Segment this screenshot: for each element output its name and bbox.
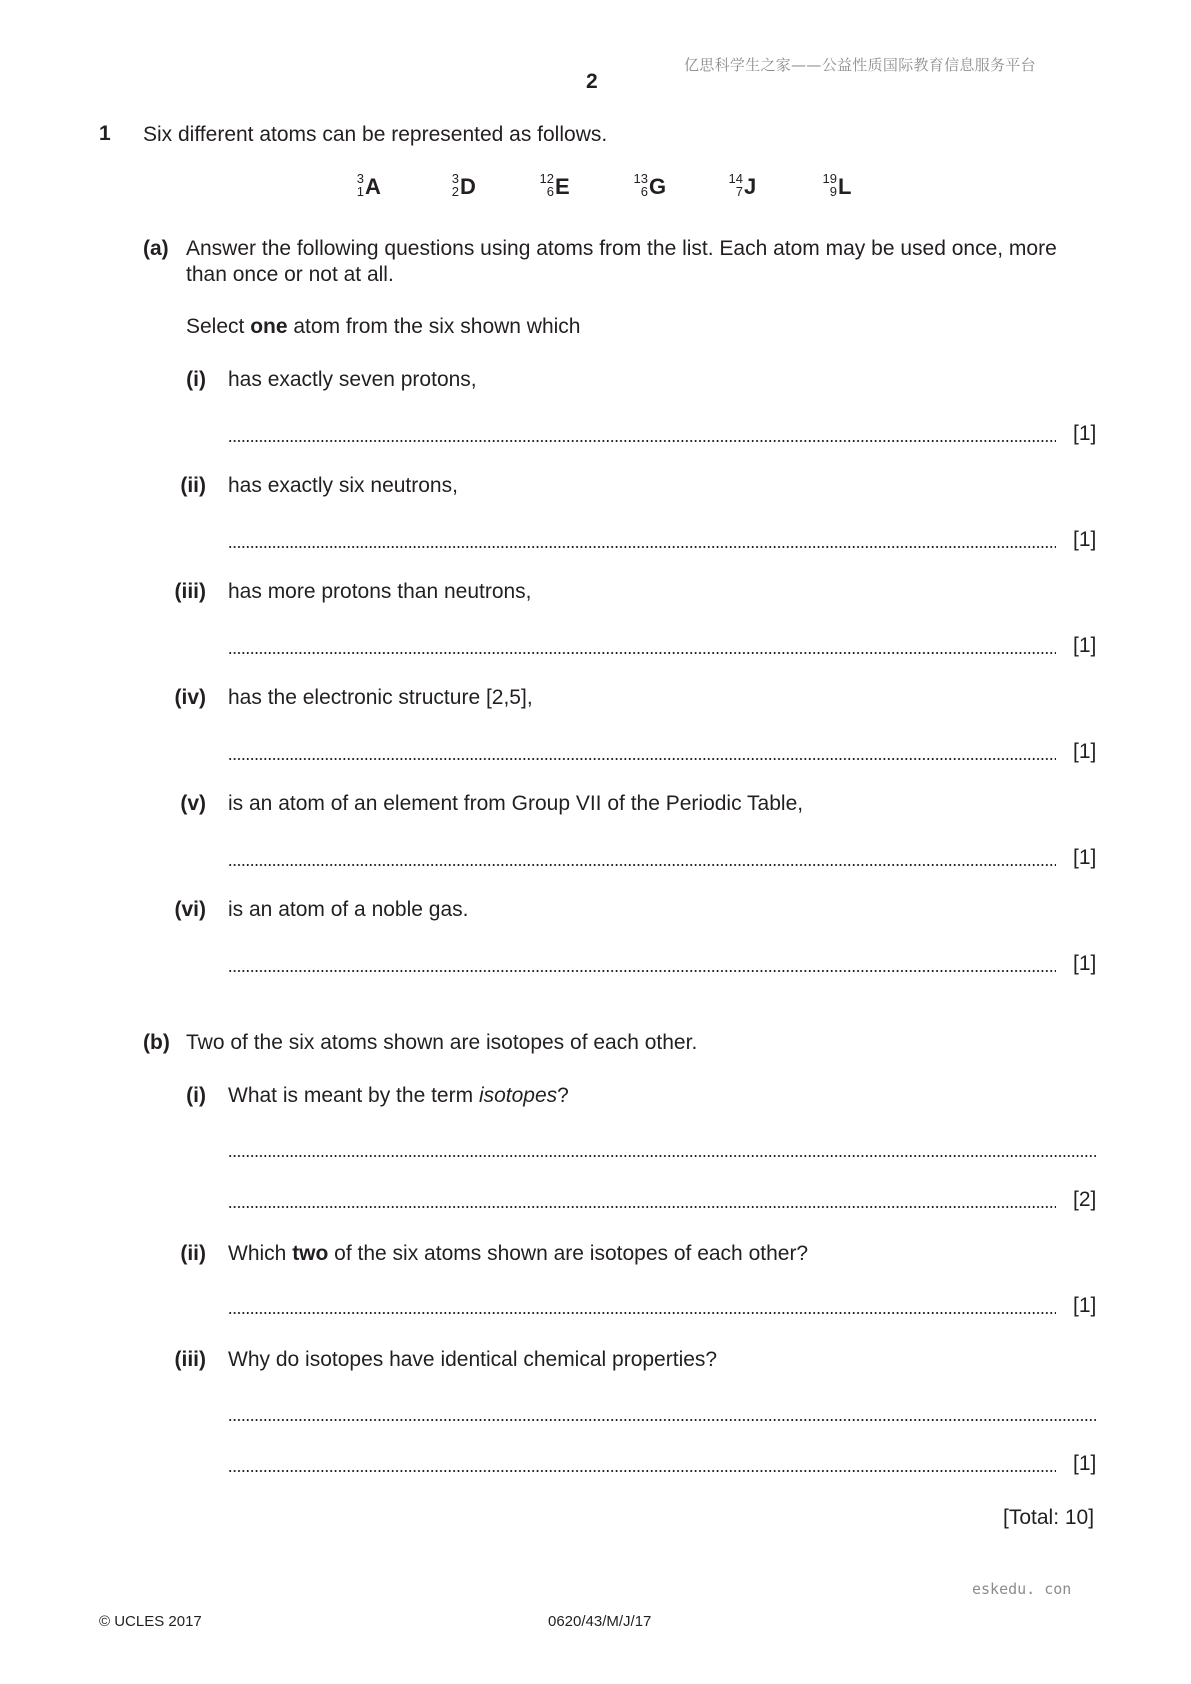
item-b-iii-text: Why do isotopes have identical chemical properties? [228, 1348, 718, 1371]
question-number: 1 [99, 122, 111, 145]
question-stem: Six different atoms can be represented as follows. [143, 123, 608, 146]
mass-number: 12 [539, 171, 554, 186]
answer-line-a-vi[interactable] [228, 969, 1056, 973]
answer-line-b-iii-2[interactable] [228, 1469, 1056, 1473]
proton-number: 6 [640, 184, 648, 199]
answer-line-b-ii[interactable] [228, 1311, 1056, 1315]
mark-b-ii: [1] [1073, 1294, 1097, 1317]
proton-number: 6 [546, 184, 554, 199]
part-a-intro-line1: Answer the following questions using atoms from the list. Each atom may be used once, more [186, 237, 1057, 260]
emphasis-one: one [250, 315, 288, 338]
answer-line-b-i-2[interactable] [228, 1205, 1056, 1209]
item-b-ii-text: Which two of the six atoms shown are isotopes of each other? [228, 1242, 809, 1265]
item-a-iv-text: has the electronic structure [2,5], [228, 686, 533, 709]
mass-number: 13 [633, 171, 648, 186]
atom-symbol: L [838, 174, 852, 199]
answer-line-a-iv[interactable] [228, 757, 1056, 761]
mark-a-vi: [1] [1073, 952, 1097, 975]
bottom-watermark: eskedu. con [972, 1580, 1072, 1598]
top-watermark: 亿思科学生之家——公益性质国际教育信息服务平台 [684, 56, 1036, 74]
select-instruction: Select one atom from the six shown which [186, 315, 581, 338]
emphasis-two: two [292, 1242, 329, 1265]
atom-symbol: D [460, 174, 476, 199]
term-isotopes: isotopes [478, 1084, 558, 1107]
mass-number: 14 [728, 171, 743, 186]
atom-symbol: J [744, 174, 757, 199]
proton-number: 2 [451, 184, 459, 199]
item-a-ii-text: has exactly six neutrons, [228, 474, 458, 497]
item-b-i-label: (i) [186, 1084, 206, 1107]
mark-a-v: [1] [1073, 846, 1097, 869]
part-a-intro-line2: than once or not at all. [186, 263, 394, 286]
mass-number: 19 [822, 171, 837, 186]
proton-number: 9 [829, 184, 837, 199]
item-b-iii-label: (iii) [174, 1348, 206, 1371]
paper-code: 0620/43/M/J/17 [548, 1613, 652, 1630]
item-a-iii-text: has more protons than neutrons, [228, 580, 532, 603]
mass-number: 3 [356, 171, 364, 186]
atom-symbol: A [365, 174, 381, 199]
item-a-i-text: has exactly seven protons, [228, 368, 477, 391]
item-a-vi-label: (vi) [174, 898, 206, 921]
item-a-v-text: is an atom of an element from Group VII of the Periodic Table, [228, 792, 804, 815]
atom-symbol: E [555, 174, 570, 199]
answer-line-b-i-1[interactable] [228, 1154, 1096, 1158]
item-b-ii-label: (ii) [180, 1242, 206, 1265]
item-a-iv-label: (iv) [174, 686, 206, 709]
mark-a-i: [1] [1073, 422, 1097, 445]
total-marks: [Total: 10] [1003, 1506, 1095, 1529]
answer-line-a-ii[interactable] [228, 545, 1056, 549]
mass-number: 3 [451, 171, 459, 186]
part-b-label: (b) [143, 1031, 170, 1054]
item-a-ii-label: (ii) [180, 474, 206, 497]
item-a-i-label: (i) [186, 368, 206, 391]
mark-b-i: [2] [1073, 1188, 1097, 1211]
item-b-i-text: What is meant by the term isotopes? [228, 1084, 569, 1107]
mark-a-ii: [1] [1073, 528, 1097, 551]
copyright: © UCLES 2017 [99, 1613, 202, 1630]
mark-a-iii: [1] [1073, 634, 1097, 657]
proton-number: 1 [356, 184, 364, 199]
atom-symbol: G [649, 174, 667, 199]
answer-line-a-iii[interactable] [228, 651, 1056, 655]
mark-b-iii: [1] [1073, 1452, 1097, 1475]
part-b-intro: Two of the six atoms shown are isotopes of each other. [186, 1031, 698, 1054]
proton-number: 7 [735, 184, 743, 199]
item-a-v-label: (v) [180, 792, 206, 815]
answer-line-b-iii-1[interactable] [228, 1418, 1096, 1422]
answer-line-a-v[interactable] [228, 863, 1056, 867]
item-a-vi-text: is an atom of a noble gas. [228, 898, 469, 921]
item-a-iii-label: (iii) [174, 580, 206, 603]
mark-a-iv: [1] [1073, 740, 1097, 763]
part-a-label: (a) [143, 237, 169, 260]
answer-line-a-i[interactable] [228, 439, 1056, 443]
page-number: 2 [586, 70, 598, 93]
